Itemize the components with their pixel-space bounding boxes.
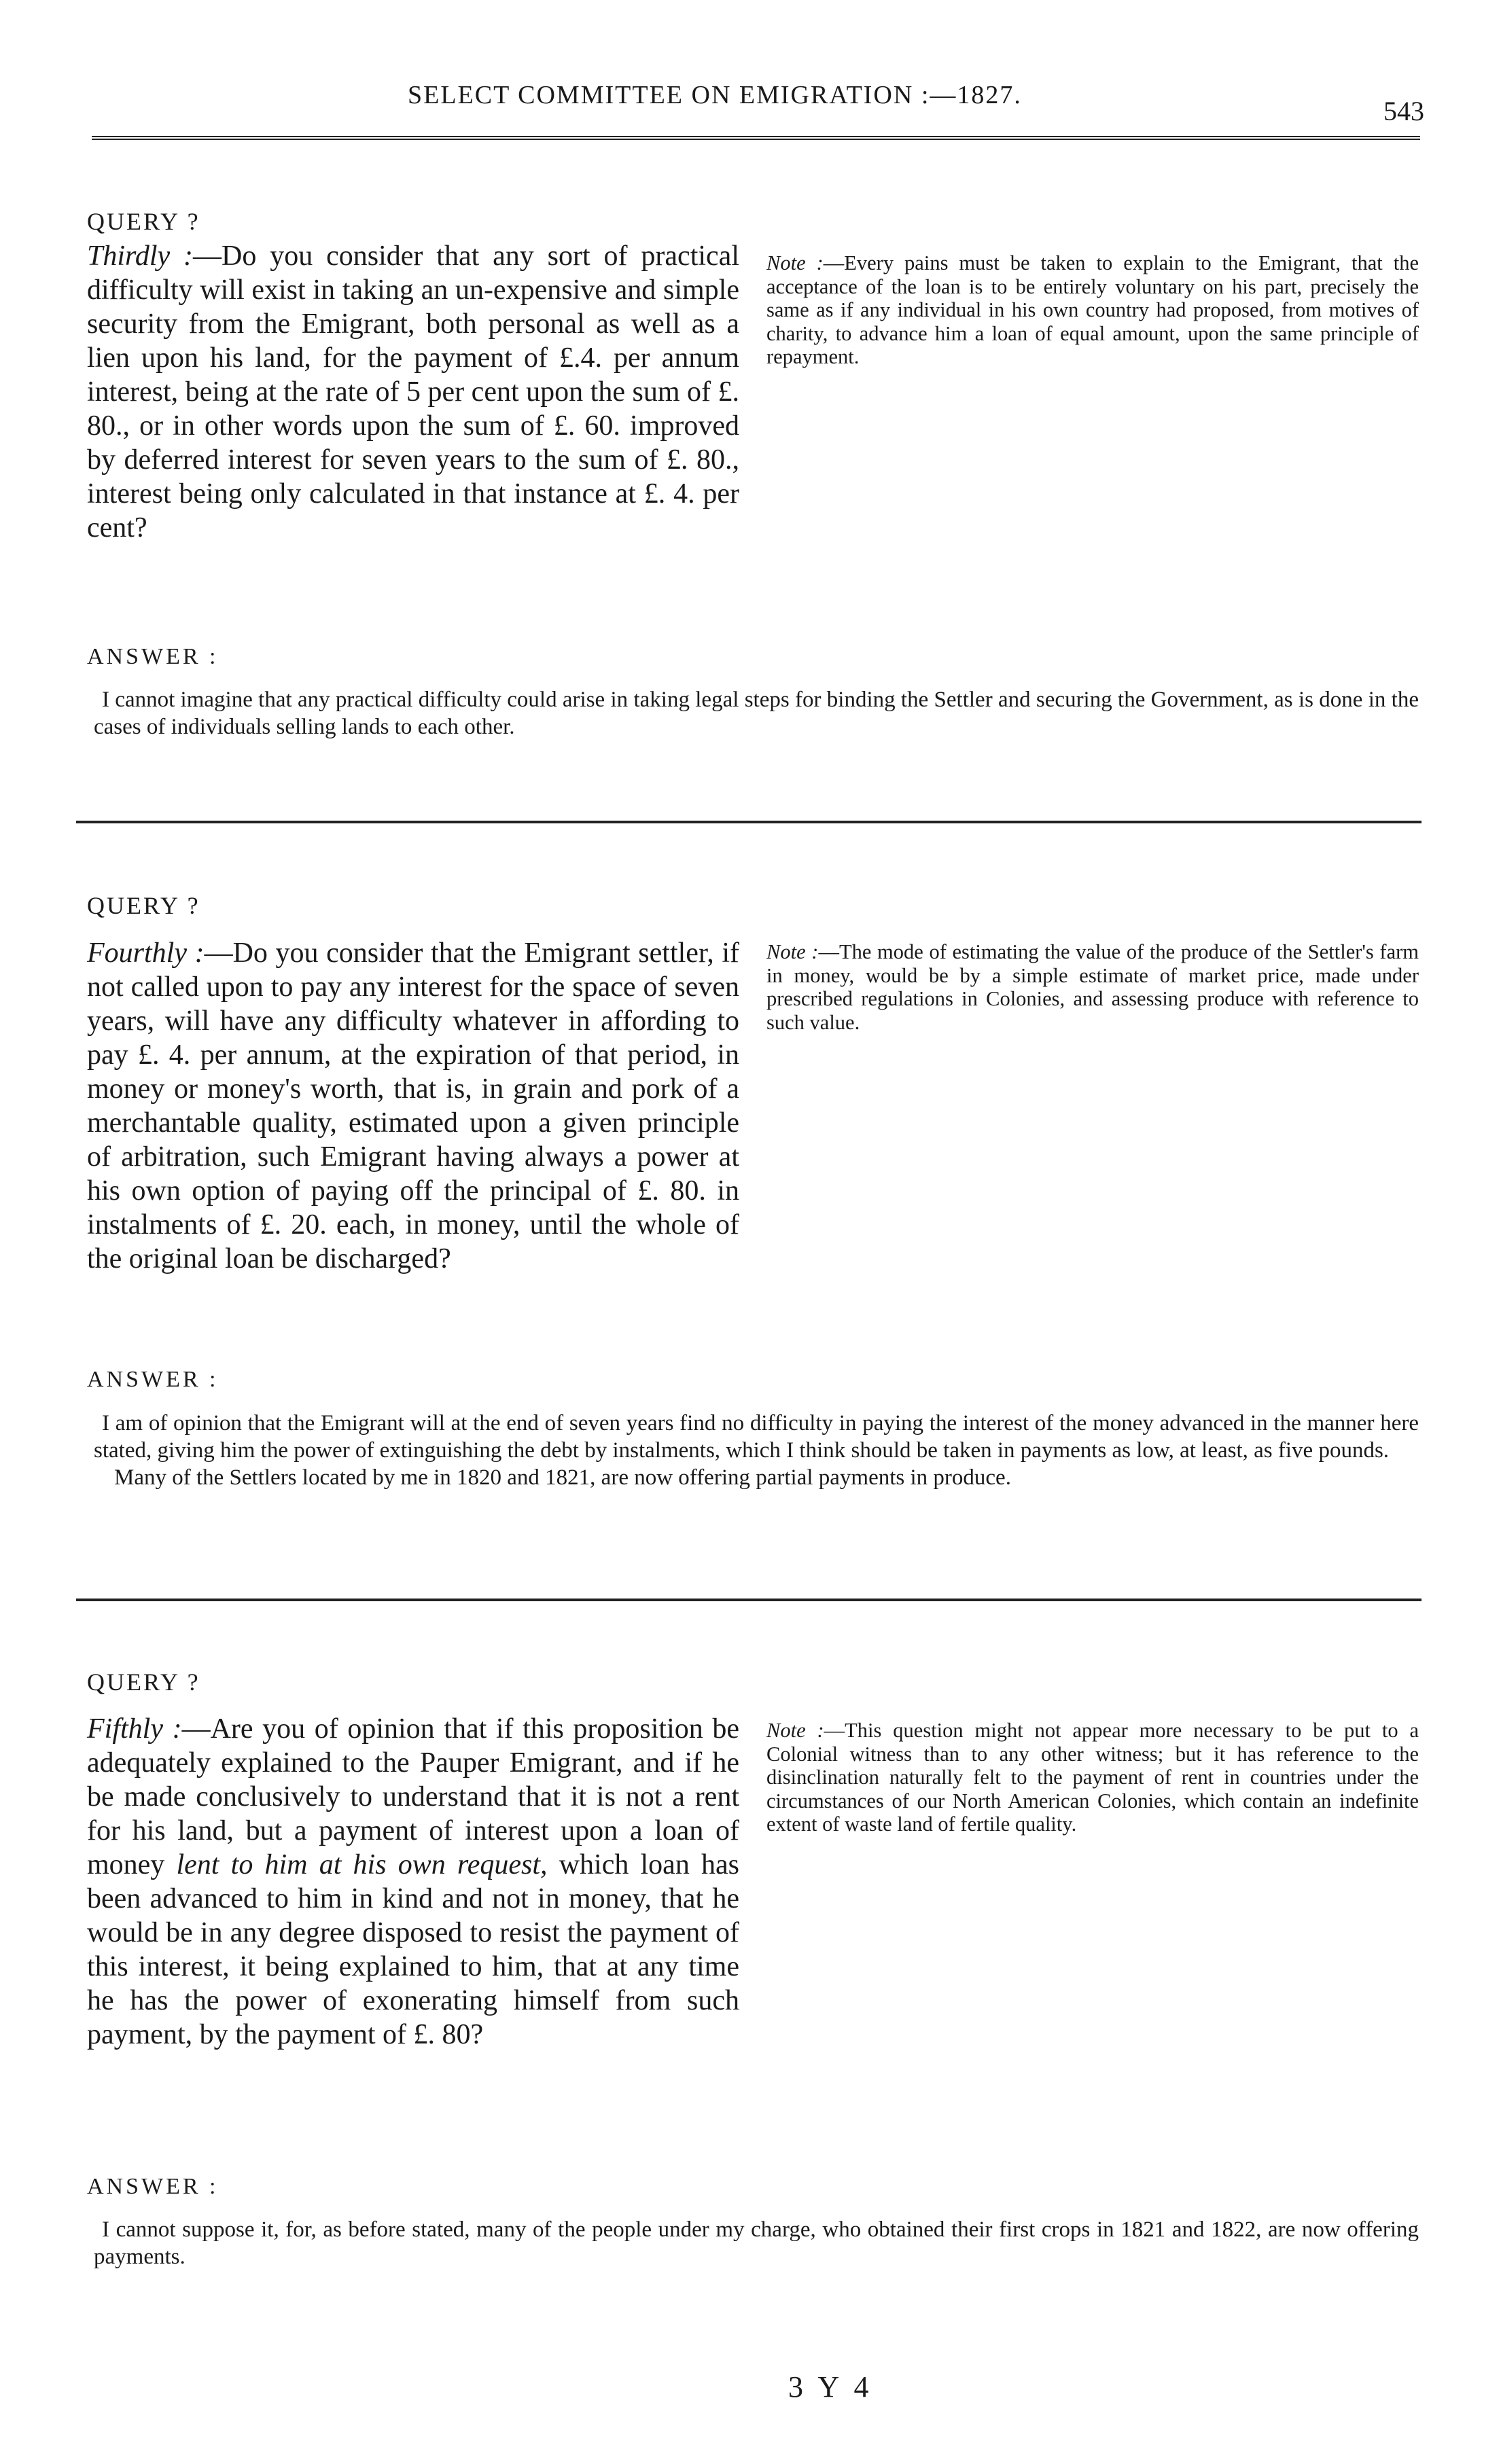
note-fifth-lead: Note :	[766, 1719, 824, 1742]
page-number: 543	[1383, 96, 1424, 126]
note-fourth	[766, 940, 1419, 1034]
query-fifth-body-1: —Are you of opinion that if this proposition be adequately explained to the Pauper Emigrant, and if he be made conclusively to understand that it is not a rent for his land, but a payment of interest upon a loan of money	[87, 1713, 739, 1880]
query-label-fifth: QUERY ?	[87, 1668, 200, 1696]
signature-mark: 3 Y 4	[788, 2370, 873, 2404]
note-third	[766, 251, 1419, 369]
query-third-body: —Do you consider that any sort of practical difficulty will exist in taking an un-expensive and simple security from the Emigrant, both personal as well as a lien upon his land, for the payment of £.4. per annum interest, being at the rate of 5 per cent upon the sum of £. 80., or in other words upon the sum of £. 60. improved by deferred interest for seven years to the sum of £. 80., interest being only calculated in that instance at £. 4. per cent?	[87, 240, 739, 543]
answer-fourth-paragraph: Many of the Settlers located by me in 1820 and 1821, are now offering partial payments in produce.	[114, 1465, 1011, 1490]
note-fourth-lead: Note :	[766, 940, 819, 963]
answer-third	[94, 686, 1419, 740]
note-fifth	[766, 1719, 1419, 1836]
answer-third-paragraph: I cannot imagine that any practical difficulty could arise in taking legal steps for binding the Settler and securing the Government, as is done in the cases of individuals selling lands to each other.	[94, 688, 1419, 739]
query-fourth-lead: Fourthly :	[87, 938, 205, 969]
answer-label-third: ANSWER :	[87, 644, 219, 669]
query-label-fourth: QUERY ?	[87, 892, 200, 919]
answer-fifth-paragraph: I cannot suppose it, for, as before stated, many of the people under my charge, who obtained their first crops in 1821 and 1822, are now offering payments.	[94, 2217, 1419, 2269]
page-header-title: SELECT COMMITTEE ON EMIGRATION :—1827.	[408, 81, 1022, 109]
query-fifth-lead: Fifthly :	[87, 1713, 182, 1745]
query-fourth	[87, 936, 739, 1276]
answer-fourth	[94, 1410, 1419, 1491]
header-rule	[92, 136, 1420, 140]
answer-fifth	[94, 2216, 1419, 2270]
answer-label-fifth: ANSWER :	[87, 2174, 219, 2199]
query-third	[87, 239, 739, 545]
query-third-lead: Thirdly :	[87, 240, 193, 272]
query-fifth-body-2: which loan has been advanced to him in kind and not in money, that he would be in any degree disposed to resist the payment of this interest, it being explained to him, that at any time he has the power of exonerating himself from such payment, by the payment of £. 80?	[87, 1849, 739, 2050]
section-rule	[76, 821, 1421, 823]
query-fifth	[87, 1712, 739, 2052]
answer-label-fourth: ANSWER :	[87, 1367, 219, 1392]
query-fifth-emphasis: lent to him at his own request,	[176, 1849, 548, 1880]
section-rule	[76, 1599, 1421, 1601]
answer-fourth-paragraph: I am of opinion that the Emigrant will at the end of seven years find no difficulty in paying the interest of the money advanced in the manner here stated, giving him the power of extinguishing the debt by instalments, which I think should be taken in payments as low, at least, as five pounds.	[94, 1411, 1419, 1463]
note-third-body: —Every pains must be taken to explain to the Emigrant, that the acceptance of the loan is to be entirely voluntary on his part, precisely the same as if any individual in his own country had proposed, from motives of charity, to advance him a loan of equal amount, upon the same principle of repayment.	[766, 251, 1419, 368]
query-label-third: QUERY ?	[87, 208, 200, 235]
query-fourth-body: —Do you consider that the Emigrant settler, if not called upon to pay any interest for the space of seven years, will have any difficulty whatever in affording to pay £. 4. per annum, at the expiration of that period, in money or money's worth, that is, in grain and pork of a merchantable quality, estimated upon a given principle of arbitration, such Emigrant having always a power at his own option of paying off the principal of £. 80. in instalments of £. 20. each, in money, until the whole of the original loan be discharged?	[87, 938, 739, 1274]
note-third-lead: Note :	[766, 251, 824, 274]
note-fifth-body: —This question might not appear more necessary to be put to a Colonial witness than to any other witness; but it has reference to the disinclination naturally felt to the payment of rent in countries under the circumstances of our North American Colonies, which contain an indefinite extent of waste land of fertile quality.	[766, 1719, 1419, 1836]
note-fourth-body: —The mode of estimating the value of the produce of the Settler's farm in money, would be by a simple estimate of market price, made under prescribed regulations in Colonies, and assessing produce with reference to such value.	[766, 940, 1419, 1034]
